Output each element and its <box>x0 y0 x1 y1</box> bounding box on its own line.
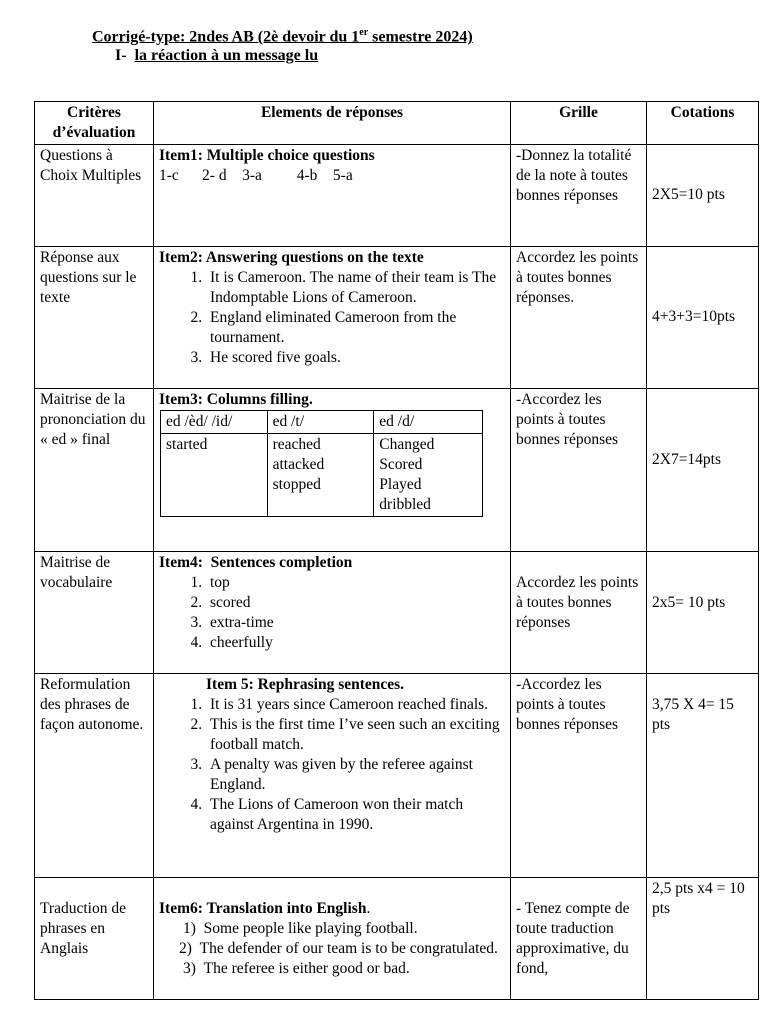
grille-cell: -Accordez les points à toutes bonnes réponses <box>511 389 647 552</box>
item-heading: Item6: Translation into English. <box>159 900 371 917</box>
grille-cell: Accordez les points à toutes bonnes réponses. <box>511 247 647 389</box>
list-item: 1. It is Cameroon. The name of their team is The Indomptable Lions of Cameroon. <box>206 268 505 308</box>
list-item: 2. England eliminated Cameroon from the tournament. <box>206 308 505 348</box>
item-heading: Item 5: Rephrasing sentences. <box>206 676 405 693</box>
word: stopped <box>272 476 321 493</box>
elements-header: Elements de réponses <box>154 102 511 145</box>
list-item: 3) The referee is either good or bad. <box>183 960 410 977</box>
answer-list <box>159 573 505 653</box>
word: Changed <box>379 436 435 453</box>
section-heading <box>115 47 318 65</box>
elements-cell <box>154 389 511 552</box>
ed-words-row <box>161 434 483 517</box>
cotation-cell: 2X7=14pts <box>647 389 759 552</box>
answer-list <box>159 919 505 979</box>
list-item: 1) Some people like playing football. <box>183 920 418 937</box>
elements-cell <box>154 878 511 1000</box>
word: dribbled <box>379 496 431 513</box>
ed-col-words <box>267 434 374 517</box>
cotation-cell: 2x5= 10 pts <box>647 552 759 674</box>
ed-col-words <box>161 434 268 517</box>
criteria-cell: Traduction de phrases en Anglais <box>35 878 154 1000</box>
grille-cell: Accordez les points à toutes bonnes réponses <box>511 552 647 674</box>
criteria-cell: Maitrise de la prononciation du « ed » final <box>35 389 154 552</box>
grille-header: Grille <box>511 102 647 145</box>
elements-cell <box>154 552 511 674</box>
list-item: 1. top <box>206 573 505 593</box>
ed-columns-table <box>160 410 483 517</box>
cotation-cell: 4+3+3=10pts <box>647 247 759 389</box>
ed-col-header: ed /t/ <box>267 411 374 434</box>
table-row <box>35 145 759 247</box>
grille-cell: -Donnez la totalité de la note à toutes bonnes réponses <box>511 145 647 247</box>
answer-list <box>159 695 505 835</box>
grille-cell: -Accordez les points à toutes bonnes réponses <box>511 674 647 878</box>
list-item: 2) The defender of our team is to be congratulated. <box>179 940 498 957</box>
word: Played <box>379 476 422 493</box>
list-item: 3. A penalty was given by the referee against England. <box>206 755 505 795</box>
cotation-cell: 3,75 X 4= 15 pts <box>647 674 759 878</box>
answer-list <box>159 268 505 368</box>
section-title: la réaction à un message lu <box>134 47 319 64</box>
list-item: 4. cheerfully <box>206 633 505 653</box>
grille-cell: - Tenez compte de toute traduction approximative, du fond, <box>511 878 647 1000</box>
item-heading: Item2: Answering questions on the texte <box>159 249 424 266</box>
elements-cell <box>154 247 511 389</box>
list-item: 1. It is 31 years since Cameroon reached finals. <box>206 695 505 715</box>
criteria-cell: Questions à Choix Multiples <box>35 145 154 247</box>
cotation-cell: 2X5=10 pts <box>647 145 759 247</box>
section-number: I- <box>115 47 127 64</box>
cotations-header: Cotations <box>647 102 759 145</box>
word: reached <box>272 436 321 453</box>
list-item: 4. The Lions of Cameroon won their match against Argentina in 1990. <box>206 795 505 835</box>
ed-col-header: ed /èd/ /id/ <box>161 411 268 434</box>
criteria-cell: Réponse aux questions sur le texte <box>35 247 154 389</box>
grading-table <box>34 101 759 1000</box>
criteria-cell: Reformulation des phrases de façon autonome. <box>35 674 154 878</box>
word: attacked <box>272 456 325 473</box>
header-row <box>35 102 759 145</box>
word: Scored <box>379 456 423 473</box>
elements-cell <box>154 145 511 247</box>
list-item: 3. extra-time <box>206 613 505 633</box>
item-heading: Item3: Columns filling. <box>159 391 313 408</box>
cotation-cell: 2,5 pts x4 = 10 pts <box>647 878 759 1000</box>
criteria-header: Critères d’évaluation <box>35 102 154 145</box>
table-row <box>35 674 759 878</box>
ed-header-row <box>161 411 483 434</box>
table-row <box>35 878 759 1000</box>
item-heading: Item1: Multiple choice questions <box>159 147 375 164</box>
table-row <box>35 552 759 674</box>
mc-answers: 1-c 2- d 3-a 4-b 5-a <box>159 167 353 184</box>
ed-col-header: ed /d/ <box>374 411 483 434</box>
word: started <box>166 436 208 453</box>
item-heading: Item4: Sentences completion <box>159 554 353 571</box>
table-row <box>35 389 759 552</box>
elements-cell <box>154 674 511 878</box>
criteria-cell: Maitrise de vocabulaire <box>35 552 154 674</box>
document-title: Corrigé-type: 2ndes AB (2è devoir du 1er semestre 2024) <box>92 27 473 46</box>
table-row <box>35 247 759 389</box>
list-item: 2. scored <box>206 593 505 613</box>
ed-col-words <box>374 434 483 517</box>
list-item: 2. This is the first time I’ve seen such an exciting football match. <box>206 715 505 755</box>
list-item: 3. He scored five goals. <box>206 348 505 368</box>
